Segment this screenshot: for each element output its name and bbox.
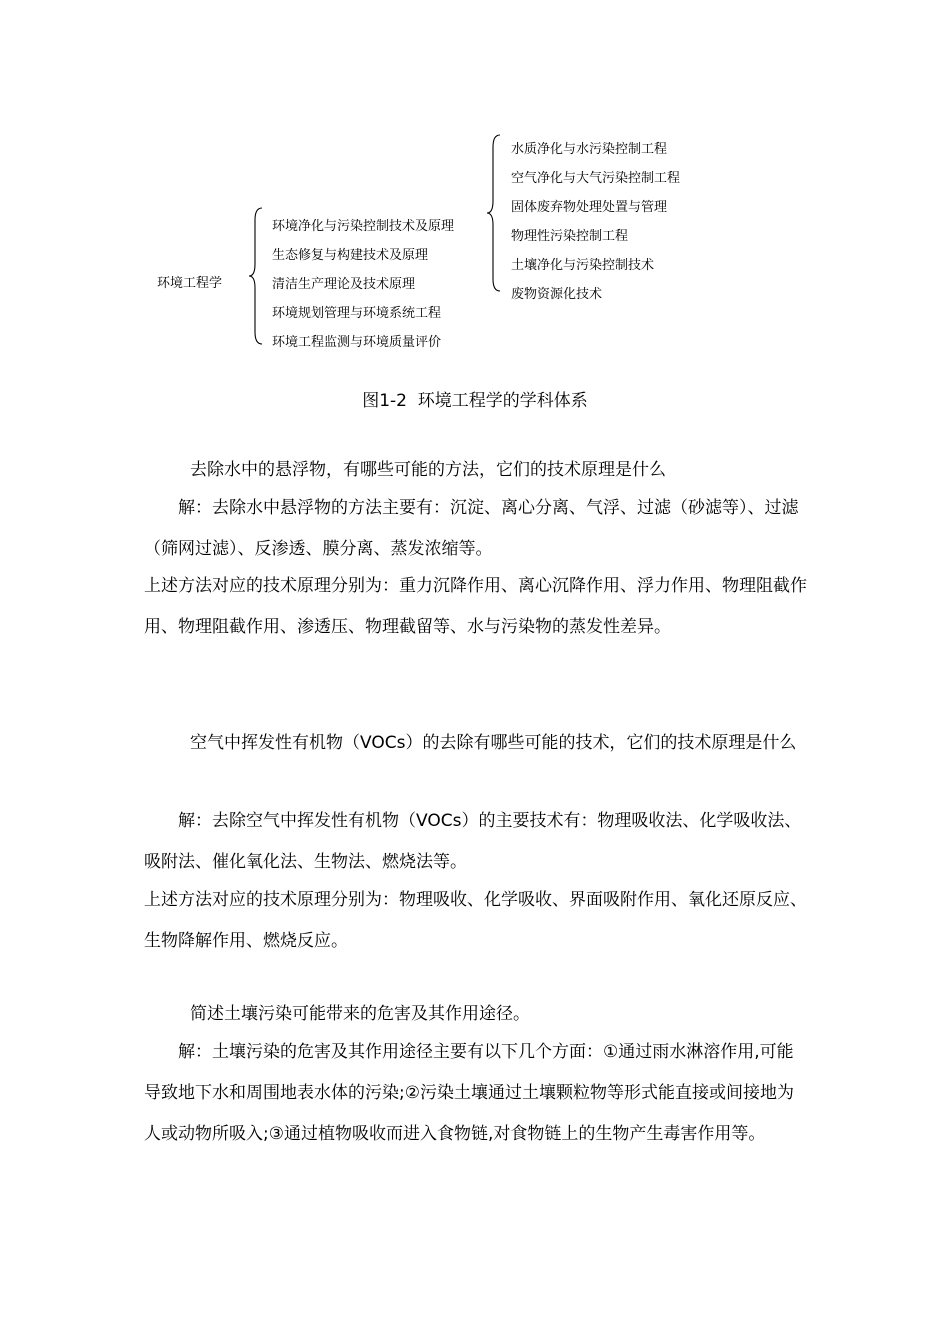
branch-item: 环境规划管理与环境系统工程	[272, 306, 442, 321]
sub-branch-item: 水质净化与水污染控制工程	[511, 142, 668, 157]
principle-text: 上述方法对应的技术原理分别为：重力沉降作用、离心沉降作用、浮力作用、物理阻截作用、物理阻截作用、渗透压、物理截留等、水与污染物的蒸发性差异。	[144, 576, 807, 637]
sub-branch-item: 物理性污染控制工程	[511, 229, 629, 244]
branch-item: 环境工程监测与环境质量评价	[272, 335, 442, 350]
figure-caption: 图1-2 环境工程学的学科体系	[362, 391, 588, 411]
question-text: 空气中挥发性有机物（VOCs）的去除有哪些可能的技术，它们的技术原理是什么	[190, 733, 797, 753]
right-brace	[486, 133, 502, 293]
answer-text: 解：土壤污染的危害及其作用途径主要有以下几个方面：①通过雨水淋溶作用,可能导致地下水和周围地表水体的污染;②污染土壤通过土壤颗粒物等形式能直接或间接地为人或动物所吸入;③通过植物吸收而进入食物链,对食物链上的生物产生毒害作用等。	[144, 1042, 794, 1144]
left-brace	[248, 206, 264, 346]
question-text: 去除水中的悬浮物，有哪些可能的方法，它们的技术原理是什么	[190, 460, 666, 480]
diagram-root: 环境工程学	[157, 276, 223, 291]
answer-text: 解：去除水中悬浮物的方法主要有：沉淀、离心分离、气浮、过滤（砂滤等）、过滤（筛网过滤）、反渗透、膜分离、蒸发浓缩等。	[144, 498, 799, 559]
question-text: 简述土壤污染可能带来的危害及其作用途径。	[190, 1004, 530, 1024]
sub-branch-item: 固体废弃物处理处置与管理	[511, 200, 668, 215]
branch-item: 生态修复与构建技术及原理	[272, 248, 429, 263]
sub-branch-item: 空气净化与大气污染控制工程	[511, 171, 681, 186]
sub-branch-item: 土壤净化与污染控制技术	[511, 258, 655, 273]
branch-item: 环境净化与污染控制技术及原理	[272, 219, 455, 234]
sub-branch-item: 废物资源化技术	[511, 287, 603, 302]
answer-text: 解：去除空气中挥发性有机物（VOCs）的主要技术有：物理吸收法、化学吸收法、吸附法、催化氧化法、生物法、燃烧法等。	[144, 811, 802, 872]
principle-text: 上述方法对应的技术原理分别为：物理吸收、化学吸收、界面吸附作用、氧化还原反应、生物降解作用、燃烧反应。	[144, 890, 807, 951]
branch-item: 清洁生产理论及技术原理	[272, 277, 416, 292]
